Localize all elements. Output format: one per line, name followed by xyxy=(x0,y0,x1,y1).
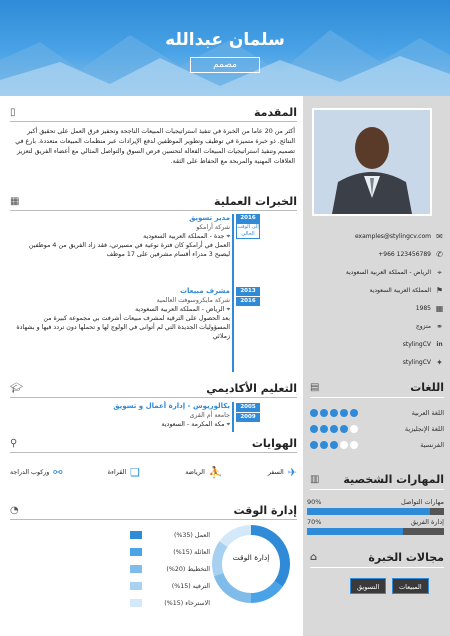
language-row-english xyxy=(310,425,444,433)
experience-heading xyxy=(10,193,297,209)
full-name: سلمان عبدالله xyxy=(165,30,285,50)
legend-swatch xyxy=(130,548,142,556)
legend-label: التخطيط (20%) xyxy=(166,565,210,573)
level-dot xyxy=(310,425,318,433)
hobby-reading xyxy=(108,466,140,479)
education-title: التعليم الأكاديمي xyxy=(206,381,297,395)
hobbies-title: الهوايات xyxy=(251,436,297,450)
hobbies-list xyxy=(10,459,297,485)
language-row-french xyxy=(310,441,444,449)
language-label: الفرنسية xyxy=(420,441,444,449)
document-icon: ▯ xyxy=(10,106,16,118)
twitter-icon: ✦ xyxy=(436,358,443,367)
level-dot xyxy=(350,425,358,433)
mail-icon: ✉ xyxy=(436,232,443,241)
school: جامعة أم القرى xyxy=(189,412,230,419)
job-company: شركة أرامكو xyxy=(196,224,230,231)
level-dot xyxy=(320,425,328,433)
skill-label: إدارة الفريق xyxy=(410,518,444,526)
time-heading xyxy=(10,502,297,518)
level-dot xyxy=(330,409,338,417)
twitter-text: stylingCV xyxy=(402,359,431,366)
legend-label: الترفيه (15%) xyxy=(171,582,210,590)
job-role: مدير تسويق xyxy=(189,214,230,222)
linkedin-text: stylingCV xyxy=(402,341,431,348)
school-location-text: مكة المكرمة - السعودية xyxy=(161,421,225,428)
hobby-label: وركوب الدراجة xyxy=(10,468,50,476)
intro-heading xyxy=(10,104,297,120)
level-dot xyxy=(320,409,328,417)
skill-percent: 70% xyxy=(307,518,322,526)
hobby-label: الرياضة xyxy=(185,468,205,476)
skill-bar xyxy=(307,508,444,515)
contact-address xyxy=(316,268,444,277)
year-start: 2013 xyxy=(236,287,260,296)
legend-swatch xyxy=(130,599,142,607)
year-start: 2005 xyxy=(236,403,260,412)
legend-label: الاسترخاء (15%) xyxy=(164,599,210,607)
school-location: ⌖ مكة المكرمة - السعودية xyxy=(161,421,230,428)
job-location: ⌖ الرياض - المملكة العربية السعودية xyxy=(135,306,230,313)
graduation-cap-icon: 🎓︎ xyxy=(10,382,23,394)
time-legend-item xyxy=(130,599,210,607)
chart-icon: ▥ xyxy=(310,473,320,485)
field-tag-sales: المبيعات xyxy=(392,578,429,594)
hobby-travel xyxy=(268,466,297,479)
calendar-icon: ▦ xyxy=(435,304,444,313)
education-years xyxy=(236,403,260,422)
tag-icon: ⌂ xyxy=(310,551,318,563)
education-item xyxy=(12,402,230,429)
address-text: الرياض - المملكة العربية السعودية xyxy=(345,269,431,276)
contact-nationality xyxy=(316,286,444,295)
skills-title: المهارات الشخصية xyxy=(343,472,444,486)
skill-team-management xyxy=(307,518,444,535)
bicycle-icon: ⚯ xyxy=(53,465,63,479)
degree: بكالوريوس - إدارة أعمال و تسويق xyxy=(113,402,230,410)
skill-communication xyxy=(307,498,444,515)
language-row-arabic xyxy=(310,409,444,417)
location-icon: ⌖ xyxy=(437,268,442,277)
level-dot xyxy=(310,409,318,417)
rings-icon: ⚭ xyxy=(436,322,443,331)
legend-label: العمل (35%) xyxy=(173,531,210,539)
year-end: 2009 xyxy=(236,413,260,422)
experience-divider xyxy=(10,210,297,211)
job-location-text: الرياض - المملكة العربية السعودية xyxy=(135,306,225,313)
level-dot xyxy=(340,441,348,449)
year-end: إلى الوقت الحالي xyxy=(237,224,259,237)
fields-heading xyxy=(310,548,444,566)
time-legend-item xyxy=(130,548,210,556)
intro-title: المقدمة xyxy=(253,105,297,119)
hobby-cycling xyxy=(10,466,63,479)
running-icon: ⛹ xyxy=(208,465,223,479)
book-icon: ❏ xyxy=(130,465,141,479)
experience-2-years xyxy=(236,287,260,306)
hobbies-heading xyxy=(10,435,297,451)
legend-swatch xyxy=(130,531,142,539)
contact-marital xyxy=(316,322,444,331)
job-location-text: جدة - المملكة العربية السعودية xyxy=(143,233,225,240)
hobbies-divider xyxy=(10,452,297,453)
skill-bar-fill xyxy=(307,508,430,515)
marital-text: متزوج xyxy=(415,323,431,330)
year-start: 2016 xyxy=(236,214,260,223)
donut-slice xyxy=(219,575,251,598)
education-heading xyxy=(10,380,297,396)
skills-divider xyxy=(310,489,444,490)
level-dot xyxy=(310,441,318,449)
year-end: 2016 xyxy=(236,297,260,306)
education-timeline xyxy=(232,402,234,432)
legend-swatch xyxy=(130,565,142,573)
legend-swatch xyxy=(130,582,142,590)
hobby-sports xyxy=(185,466,222,479)
language-label: اللغة الإنجليزية xyxy=(404,425,444,433)
field-tag-marketing: التسويق xyxy=(350,578,386,594)
profile-photo xyxy=(312,108,432,216)
nationality-text: المملكة العربية السعودية xyxy=(369,287,431,294)
experience-1-years xyxy=(236,214,260,239)
bicycle-icon: ⚲ xyxy=(10,437,18,449)
languages-title: اللغات xyxy=(410,380,444,394)
job-location: ⌖ جدة - المملكة العربية السعودية xyxy=(143,233,230,240)
time-divider xyxy=(10,519,297,520)
hobby-label: القراءة xyxy=(107,468,127,476)
time-donut-chart xyxy=(210,523,292,605)
phone-icon: ✆ xyxy=(436,250,443,259)
donut-center-label: إدارة الوقت xyxy=(232,553,270,562)
time-legend-item xyxy=(130,565,210,573)
contact-email[interactable] xyxy=(316,232,444,241)
fields-title: مجالات الخبرة xyxy=(368,550,444,564)
languages-divider xyxy=(310,397,444,398)
experience-title: الخبرات العملية xyxy=(214,194,297,208)
donut-svg xyxy=(210,523,292,605)
job-role: مشرف مبيعات xyxy=(179,287,230,295)
experience-item xyxy=(12,214,230,259)
contact-phone[interactable] xyxy=(316,250,444,259)
job-title: مصمم xyxy=(190,57,260,73)
fields-divider xyxy=(310,567,444,568)
time-title: إدارة الوقت xyxy=(233,503,297,517)
pie-chart-icon: ◔ xyxy=(10,504,19,516)
skill-percent: 90% xyxy=(307,498,322,506)
speech-icon: ▤ xyxy=(310,381,320,393)
hobby-label: السفر xyxy=(267,468,284,476)
level-dot xyxy=(340,409,348,417)
language-level xyxy=(310,409,358,417)
phone-text: +966 123456789 xyxy=(378,251,431,258)
job-company: شركة مايكروسوفت العالمية xyxy=(156,297,230,304)
linkedin-icon: in xyxy=(436,341,443,348)
languages-heading xyxy=(310,378,444,396)
job-description: العمل في أرامكو كان فترة نوعية في مسيرتي، فقد زاد الفريق من 4 موظفين ليصبح 3 مدراء أقسام مشرفين على 17 موظف xyxy=(28,242,230,258)
education-divider xyxy=(10,397,297,398)
summary-text: أكثر من 20 عاما من الخبرة في تنفيذ استراتيجيات المبيعات الناجحة وتحفيز فرق العمل على تحقيق أكبر النتائج. ذو خبرة متميزة في توظيف وتطوير الموظفين لدفع الإيرادات عبر منظمات المبيعات متعددة. بارع في تصميم وتنفيذ استراتيجيات المبيعات الفعالة لتحسين فرص السوق والتواصل المثالي مع أعضاء الفريق لتعزيز العلاقات المهنية والمربحة مع الحفاظ على الثقة. xyxy=(15,128,295,165)
header-banner xyxy=(0,0,450,96)
time-legend-item xyxy=(130,531,210,539)
contact-linkedin[interactable] xyxy=(316,340,444,349)
job-description: بعد الحصول على الترقية لمشرف مبيعات أشرفت بي مجموعة كبيرة من المسؤوليات الجديدة التي لم أتوانى في الولوج لها و تحملها دون تردد فيها و بشهادة زملائي xyxy=(16,315,230,340)
skill-bar xyxy=(307,528,444,535)
skill-bar-fill xyxy=(307,528,403,535)
contact-birth-year xyxy=(316,304,444,313)
experience-item xyxy=(12,287,230,341)
skills-heading xyxy=(310,470,444,488)
level-dot xyxy=(330,425,338,433)
flag-icon: ⚑ xyxy=(435,286,444,295)
birth-year-text: 1985 xyxy=(415,305,431,312)
building-icon: ▦ xyxy=(10,195,20,207)
level-dot xyxy=(320,441,328,449)
language-level xyxy=(310,425,358,433)
level-dot xyxy=(340,425,348,433)
donut-slice xyxy=(251,584,279,598)
contact-twitter[interactable] xyxy=(316,358,444,367)
level-dot xyxy=(350,409,358,417)
donut-slice xyxy=(223,530,251,544)
legend-label: العائلة (15%) xyxy=(173,548,210,556)
email-text: examples@stylingcv.com xyxy=(354,233,431,240)
plane-icon: ✈ xyxy=(287,465,297,479)
language-level xyxy=(310,441,358,449)
time-legend-item xyxy=(130,582,210,590)
level-dot xyxy=(350,441,358,449)
language-label: اللغة العربية xyxy=(411,409,444,417)
experience-timeline xyxy=(232,214,234,372)
intro-divider xyxy=(10,121,297,122)
level-dot xyxy=(330,441,338,449)
skill-label: مهارات التواصل xyxy=(401,498,444,506)
